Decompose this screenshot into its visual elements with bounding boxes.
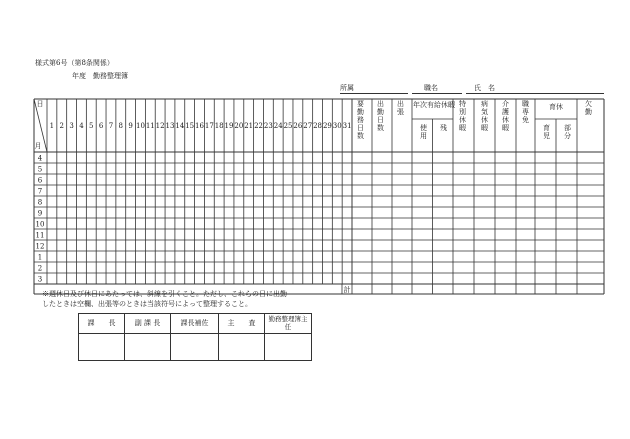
day-number: 3 xyxy=(69,122,74,130)
day-number: 31 xyxy=(342,122,352,130)
day-number: 8 xyxy=(118,122,124,130)
corner-day-label: 日 xyxy=(36,100,44,108)
col-care: 介護休暇 xyxy=(501,100,510,132)
day-number: 21 xyxy=(244,122,254,130)
approval-stamp-table xyxy=(78,313,312,361)
approval-head-1: 課 長 xyxy=(79,314,125,333)
corner-month-label: 月 xyxy=(34,142,42,150)
dept-label: 所属 xyxy=(340,84,354,92)
day-number: 4 xyxy=(79,122,84,130)
day-number: 26 xyxy=(293,122,303,130)
month-number: 6 xyxy=(37,176,43,185)
approval-head-4: 主 査 xyxy=(219,314,265,333)
approval-box-2[interactable] xyxy=(125,334,171,361)
month-number: 12 xyxy=(35,242,45,251)
day-number: 24 xyxy=(273,122,283,130)
month-number: 9 xyxy=(37,209,43,218)
month-number: 2 xyxy=(37,264,43,273)
day-number: 5 xyxy=(89,122,94,130)
day-number: 22 xyxy=(254,122,263,130)
col-absence: 欠勤 xyxy=(584,100,593,116)
col-trip: 出張 xyxy=(396,100,405,116)
day-number: 10 xyxy=(136,122,145,130)
month-number: 11 xyxy=(35,231,45,240)
col-required: 要勤務日数 xyxy=(356,100,365,140)
approval-head-5: 勤務整理簿主任 xyxy=(268,314,308,331)
month-number: 3 xyxy=(37,275,43,284)
day-number: 9 xyxy=(128,122,133,130)
approval-box-3[interactable] xyxy=(171,334,219,361)
form-title: 年度 勤務整理簿 xyxy=(72,72,128,80)
day-number: 14 xyxy=(175,122,185,130)
note-line-2: したときは空欄、出張等のときは当該符号によって整理すること。 xyxy=(42,300,252,308)
day-number: 29 xyxy=(322,122,332,130)
day-number: 17 xyxy=(204,122,214,130)
day-number: 25 xyxy=(283,122,293,130)
day-number: 1 xyxy=(49,122,55,130)
rank-label: 職名 xyxy=(424,84,438,92)
month-number: 7 xyxy=(37,187,43,196)
month-number: 10 xyxy=(35,220,45,229)
col-used: 使用 xyxy=(419,124,428,140)
col-childcare-part: 部分 xyxy=(563,124,572,140)
col-annual-leave: 年次有給休暇 xyxy=(413,101,455,109)
col-special: 特別休暇 xyxy=(458,100,467,132)
day-number: 20 xyxy=(234,122,244,130)
day-number: 28 xyxy=(313,122,323,130)
approval-box-4[interactable] xyxy=(219,334,265,361)
note-line-1: ※週休日及び休日にあたっては、斜線を引くこと。ただし、これらの日に出勤 xyxy=(42,290,287,298)
day-number: 19 xyxy=(224,122,234,130)
day-number: 23 xyxy=(263,122,273,130)
day-number: 27 xyxy=(303,122,313,130)
form-number: 様式第6号（第8条関係） xyxy=(35,59,114,67)
day-number: 15 xyxy=(185,122,195,130)
name-label: 氏 名 xyxy=(474,84,495,92)
col-childcare-full: 育児 xyxy=(542,124,551,140)
approval-box-1[interactable] xyxy=(79,334,125,361)
month-number: 4 xyxy=(37,154,43,163)
approval-head-2: 副 課 長 xyxy=(125,314,171,333)
month-number: 8 xyxy=(37,198,43,207)
day-number: 13 xyxy=(165,122,175,130)
approval-box-5[interactable] xyxy=(265,334,311,361)
day-number: 30 xyxy=(332,122,342,130)
col-remaining: 残 xyxy=(439,124,448,132)
col-childcare: 育休 xyxy=(549,103,563,111)
day-number: 2 xyxy=(59,122,64,130)
approval-head-3: 課長補佐 xyxy=(171,314,219,333)
day-number: 18 xyxy=(214,122,224,130)
month-number: 1 xyxy=(37,253,43,262)
col-worked: 出勤日数 xyxy=(376,100,385,132)
day-number: 11 xyxy=(145,122,155,130)
month-number: 5 xyxy=(37,165,43,174)
day-number: 6 xyxy=(98,122,104,130)
day-number: 12 xyxy=(155,122,165,130)
day-number: 16 xyxy=(195,122,204,130)
col-sick: 病気休暇 xyxy=(480,100,489,132)
total-label: 計 xyxy=(343,286,351,294)
col-exempt: 職専免 xyxy=(521,100,530,124)
day-number: 7 xyxy=(108,122,114,130)
